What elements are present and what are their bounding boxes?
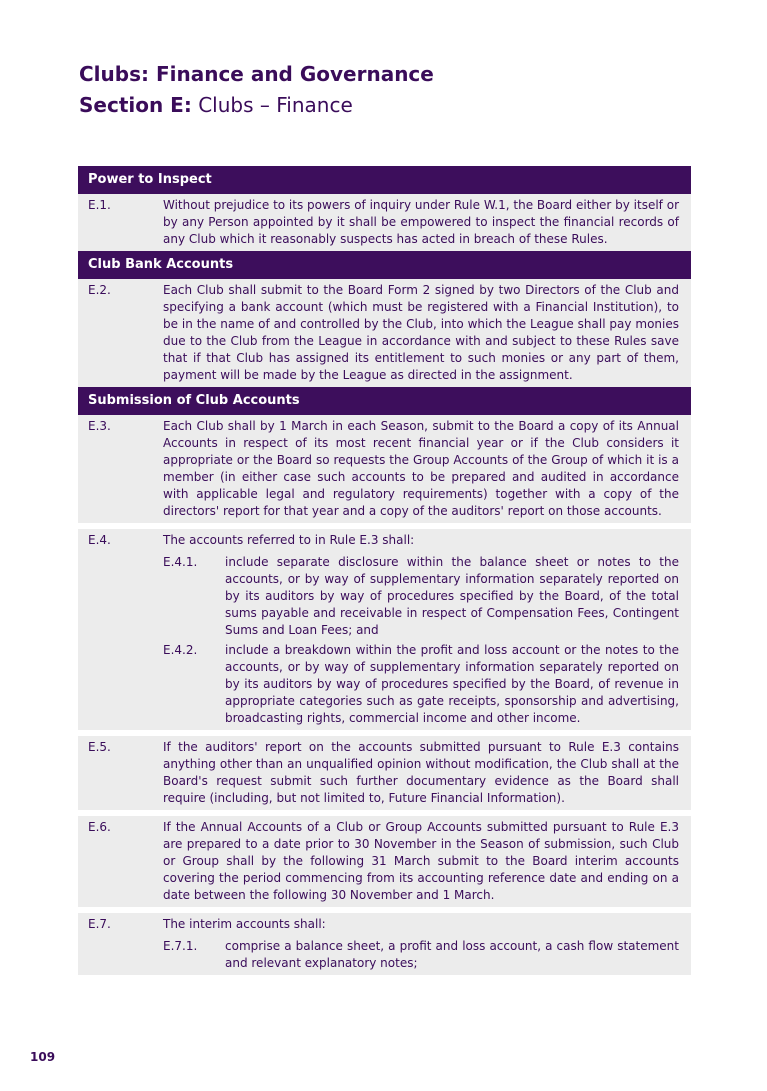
title-block [79,60,434,120]
rule-text: If the auditors' report on the accounts submitted pursuant to Rule E.3 contains anything other than an unqualified opinion without modification, the Club shall at the Board's request submit such further documentary evidence as the Board shall require (including, but not limited to, Future Financial Information). [163,740,679,805]
page-number: 109 [30,1050,56,1064]
rule-e3 [78,415,691,523]
rule-number: E.5. [88,740,111,754]
section-heading-club-bank-accounts: Club Bank Accounts [78,251,691,279]
section-title [79,90,434,120]
rule-number: E.1. [88,198,111,212]
rule-e6 [78,816,691,907]
sub-rule-number: E.4.2. [163,643,198,657]
sub-rule-text: include separate disclosure within the balance sheet or notes to the accounts, or by way of supplementary information separately reported on by its auditors by way of procedures specified by the Board, of the total sums payable and receivable in respect of Compensation Fees, Contingent Sums and Loan Fees; and [225,555,679,637]
rules-table [78,166,691,975]
section-name: Clubs – Finance [191,93,353,117]
rule-number: E.4. [88,533,111,547]
section-heading-submission-of-club-accounts: Submission of Club Accounts [78,387,691,415]
rule-text: The accounts referred to in Rule E.3 shall: [163,533,415,547]
sub-rule-number: E.7.1. [163,939,198,953]
rule-e2 [78,279,691,387]
rule-text: If the Annual Accounts of a Club or Group Accounts submitted pursuant to Rule E.3 are prepared to a date prior to 30 November in the Season of submission, such Club or Group shall by the following 31 March submit to the Board interim accounts covering the period commencing from its accounting reference date and ending on a date between the following 30 November and 1 March. [163,820,679,902]
rule-text: Each Club shall by 1 March in each Season, submit to the Board a copy of its Annual Accounts in respect of its most recent financial year or if the Club considers it appropriate or the Board so requests the Group Accounts of the Group of which it is a member (in either case such accounts to be prepared and audited in accordance with applicable legal and regulatory requirements) together with a copy of the directors' report for that year and a copy of the auditors' report on those accounts. [163,419,679,518]
sub-rule-e4-1 [163,554,679,639]
rule-number: E.3. [88,419,111,433]
rule-number: E.6. [88,820,111,834]
document-title: Clubs: Finance and Governance [79,62,434,86]
rule-e7 [78,913,691,975]
sub-rule-text: include a breakdown within the profit and loss account or the notes to the accounts, or by way of supplementary information separately reported on by its auditors by way of procedures specified by the Board, of revenue in appropriate categories such as gate receipts, sponsorship and advertising, broadcasting rights, commercial income and other income. [225,643,679,725]
rule-text: The interim accounts shall: [163,917,326,931]
sub-rule-e7-1 [163,938,679,972]
sub-rule-e4-2 [163,642,679,727]
rule-number: E.7. [88,917,111,931]
rule-e1 [78,194,691,251]
rule-text: Without prejudice to its powers of inquiry under Rule W.1, the Board either by itself or by any Person appointed by it shall be empowered to inspect the financial records of any Club which it reasonably suspects has acted in breach of these Rules. [163,198,679,246]
rule-number: E.2. [88,283,111,297]
sub-rule-number: E.4.1. [163,555,198,569]
sub-rule-text: comprise a balance sheet, a profit and loss account, a cash flow statement and relevant explanatory notes; [225,939,679,970]
rule-e4 [78,529,691,730]
section-heading-power-to-inspect: Power to Inspect [78,166,691,194]
rule-e5 [78,736,691,810]
rule-text: Each Club shall submit to the Board Form 2 signed by two Directors of the Club and specifying a bank account (which must be registered with a Financial Institution), to be in the name of and controlled by the Club, into which the League shall pay monies due to the Club from the League in accordance with and subject to these Rules save that if that Club has assigned its entitlement to such monies or any part of them, payment will be made by the League as directed in the assignment. [163,283,679,382]
section-label: Section E: [79,93,192,117]
